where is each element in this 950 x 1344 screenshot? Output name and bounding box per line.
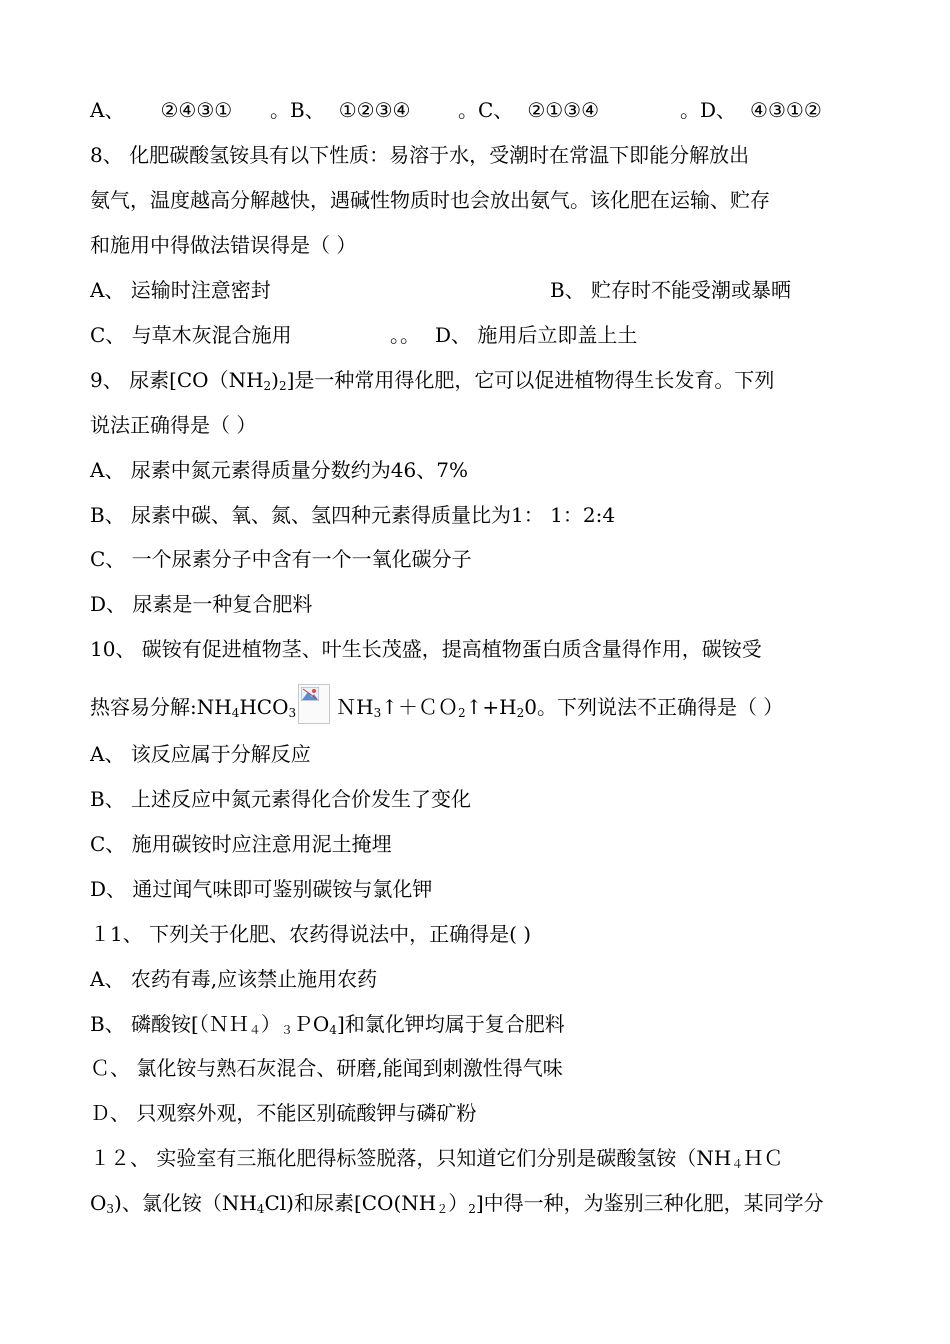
q7-option-c: 。C、 ②①③④ [458, 98, 600, 122]
q7-option-d: 。D、 ④③①② [680, 98, 822, 122]
q9-option-c: C、 一个尿素分子中含有一个一氧化碳分子 [90, 547, 472, 571]
q8-stem-line-2: 氨气，温度越高分解越快，遇碱性物质时也会放出氨气。该化肥在运输、贮存 [90, 188, 770, 212]
q10-stem-line-1: 10、 碳铵有促进植物茎、叶生长茂盛，提高植物蛋白质含量得作用，碳铵受 [90, 637, 762, 661]
q11-option-a: A、 农药有毒,应该禁止施用农药 [90, 967, 378, 991]
q8-option-c: C、 与草木灰混合施用 [90, 323, 292, 347]
q10-option-b: B、 上述反应中氮元素得化合价发生了变化 [90, 787, 472, 811]
q7-option-a: A、 ②④③① [90, 98, 233, 122]
q11-option-b: B、 磷酸铵$[(NH_4)_3PO_4]$和氯化钾均属于复合肥料 [90, 1012, 565, 1037]
q10-option-c: C、 施用碳铵时应注意用泥土掩埋 [90, 832, 392, 856]
q9-option-b: B、 尿素中碳、氧、氮、氢四种元素得质量比为1： 1：2:4 [90, 503, 616, 527]
q9-stem-line-1: 9、 尿素$[CO(NH_2)_2]$是一种常用得化肥，它可以促进植物得生长发育。下列 [90, 368, 775, 393]
q7-option-b: 。B、 ①②③④ [270, 98, 411, 122]
q12-stem-line-2: $O_3$)、氯化铵$(NH_4Cl)$和尿素$[CO(NH_2)_2]$中得一种，为鉴别三种化肥，某同学分 [90, 1191, 824, 1216]
q8-option-a: A、 运输时注意密封 [90, 278, 271, 302]
q9-stem-line-2: 说法正确得是（ ） [90, 413, 257, 437]
heating-condition-image-icon [298, 684, 330, 724]
q8-stem-line-3: 和施用中得做法错误得是（ ） [90, 233, 357, 257]
q11-stem: １1、 下列关于化肥、农药得说法中，正确得是( ) [90, 922, 532, 946]
q11-option-c: Ｃ、 氯化铵与熟石灰混合、研磨,能闻到刺激性得气味 [90, 1056, 563, 1080]
q11-option-d: Ｄ、 只观察外观，不能区别硫酸钾与磷矿粉 [90, 1101, 477, 1125]
q8-option-c-dots: 。。 [390, 323, 420, 347]
q10-equation-line: 热容易分解$:NH_4HCO_3$ $NH_3↑+CO_2↑+H_20$。下列说法不正确得是（ ） [90, 684, 862, 724]
q8-option-d: D、 施用后立即盖上土 [435, 323, 638, 347]
q9-option-a: A、 尿素中氮元素得质量分数约为46、7% [90, 458, 468, 482]
q10-option-a: A、 该反应属于分解反应 [90, 742, 311, 766]
q12-stem-line-1: １２、 实验室有三瓶化肥得标签脱落，只知道它们分别是碳酸氢铵（$NH_4HC$ [90, 1146, 784, 1171]
q10-option-d: D、 通过闻气味即可鉴别碳铵与氯化钾 [90, 877, 433, 901]
q8-option-b: B、 贮存时不能受潮或暴晒 [550, 278, 792, 302]
q9-option-d: D、 尿素是一种复合肥料 [90, 592, 313, 616]
q8-stem-line-1: 8、 化肥碳酸氢铵具有以下性质：易溶于水，受潮时在常温下即能分解放出 [90, 143, 750, 167]
